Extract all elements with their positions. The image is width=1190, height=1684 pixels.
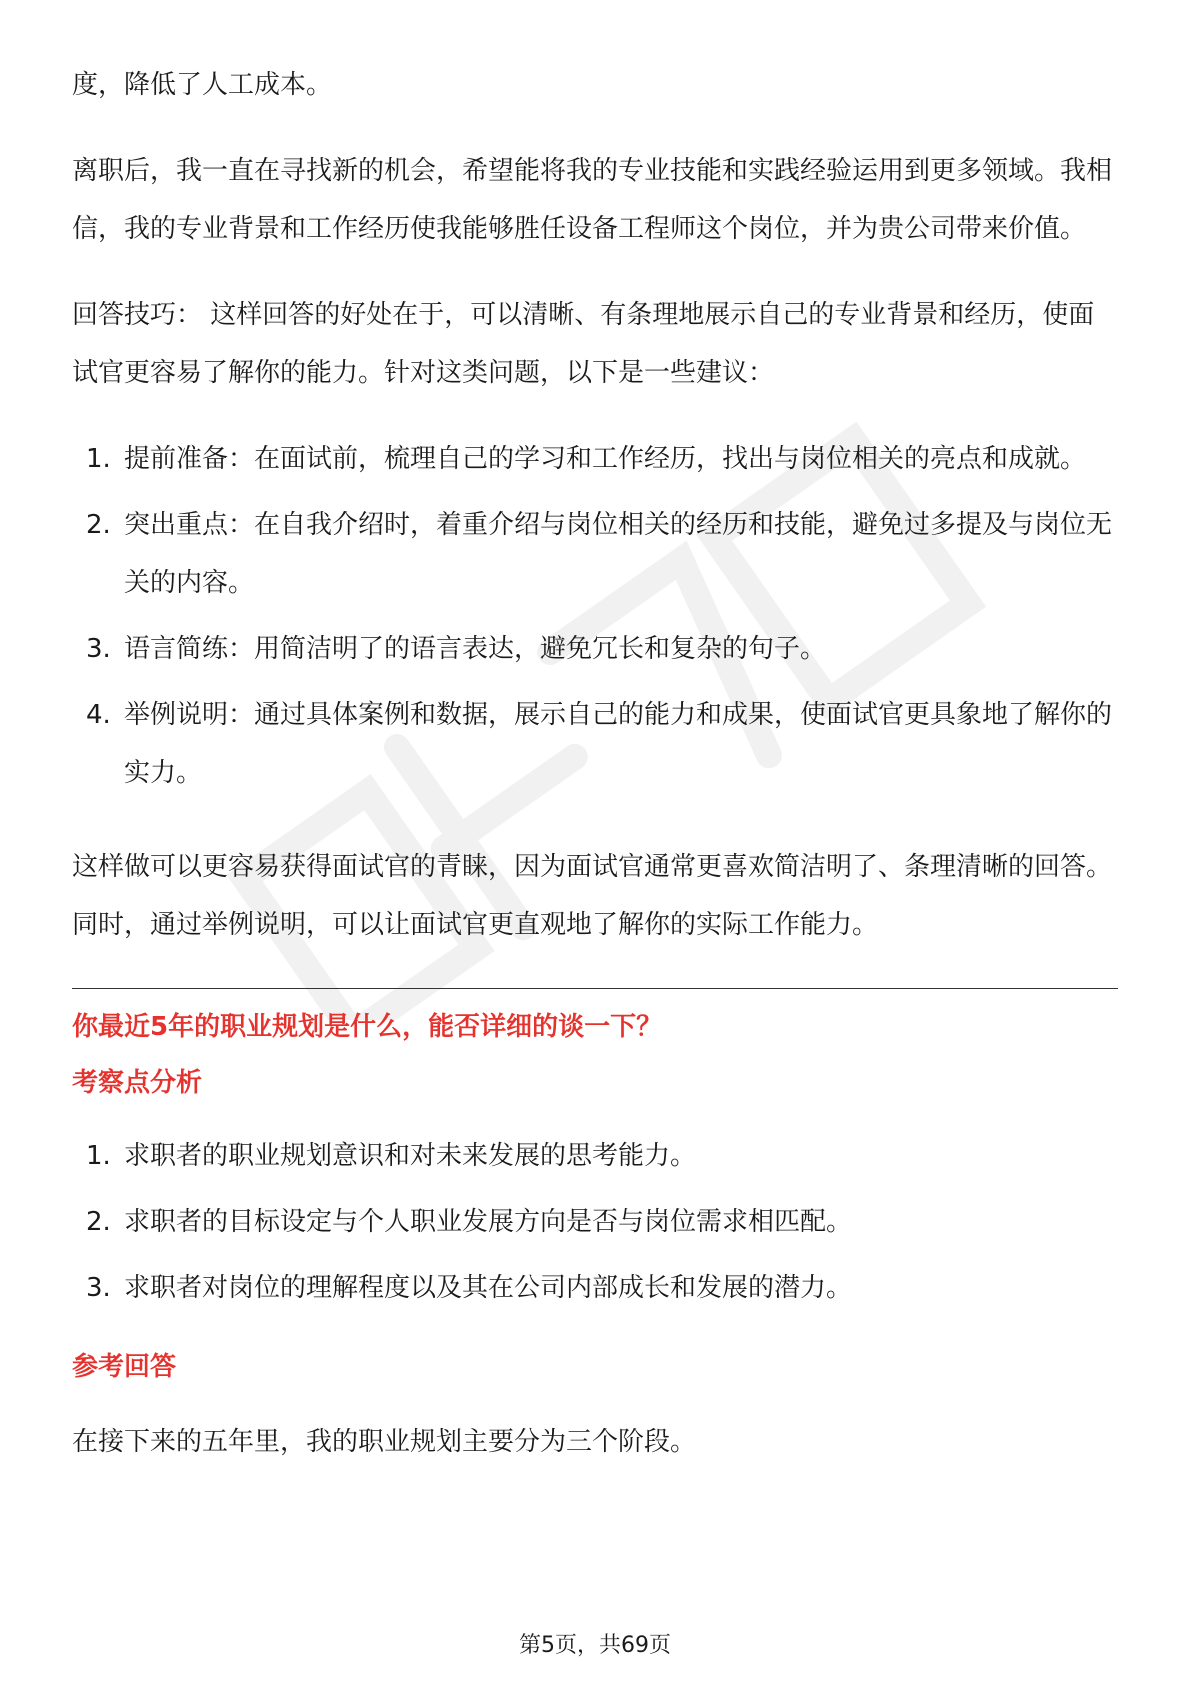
list-item — [72, 686, 1118, 802]
analysis-list — [72, 1127, 1118, 1317]
list-text: 提前准备：在面试前，梳理自己的学习和工作经历，找出与岗位相关的亮点和成就。 — [124, 444, 1087, 474]
answer-intro: 在接下来的五年里，我的职业规划主要分为三个阶段。 — [72, 1427, 697, 1457]
list-number: 3. — [86, 634, 111, 664]
paragraph-tips-intro: 回答技巧： 这样回答的好处在于，可以清晰、有条理地展示自己的专业背景和经历，使面试官更容易了解你的能力。针对这类问题，以下是一些建议： — [72, 300, 1095, 388]
list-text: 突出重点：在自我介绍时，着重介绍与岗位相关的经历和技能，避免过多提及与岗位无关的内容。 — [124, 510, 1113, 598]
content-area — [72, 56, 1118, 1471]
paragraph-after-resignation: 离职后，我一直在寻找新的机会，希望能将我的专业技能和实践经验运用到更多领域。我相信，我的专业背景和工作经历使我能够胜任设备工程师这个岗位，并为贵公司带来价值。 — [72, 156, 1113, 244]
list-number: 3. — [86, 1273, 111, 1303]
analysis-heading: 考察点分析 — [72, 1068, 203, 1098]
paragraph-continuation: 度，降低了人工成本。 — [72, 70, 333, 100]
paragraph-summary: 这样做可以更容易获得面试官的青睐，因为面试官通常更喜欢简洁明了、条理清晰的回答。同时，通过举例说明，可以让面试官更直观地了解你的实际工作能力。 — [72, 852, 1113, 940]
list-item — [72, 1259, 1118, 1317]
list-text: 求职者的目标设定与个人职业发展方向是否与岗位需求相匹配。 — [124, 1207, 853, 1237]
list-item — [72, 1193, 1118, 1251]
page-number: 第5页，共69页 — [519, 1633, 671, 1658]
list-number: 2. — [86, 510, 111, 540]
list-number: 1. — [86, 444, 111, 474]
tips-list — [72, 430, 1118, 802]
list-item — [72, 430, 1118, 488]
answer-heading: 参考回答 — [72, 1352, 177, 1382]
list-number: 4. — [86, 700, 111, 730]
list-text: 求职者的职业规划意识和对未来发展的思考能力。 — [124, 1141, 697, 1171]
list-number: 2. — [86, 1207, 111, 1237]
list-text: 求职者对岗位的理解程度以及其在公司内部成长和发展的潜力。 — [124, 1273, 853, 1303]
list-item — [72, 1127, 1118, 1185]
list-item — [72, 496, 1118, 612]
list-item — [72, 620, 1118, 678]
list-text: 举例说明：通过具体案例和数据，展示自己的能力和成果，使面试官更具象地了解你的实力。 — [124, 700, 1113, 788]
question-title: 你最近5年的职业规划是什么，能否详细的谈一下？ — [72, 1012, 663, 1042]
list-number: 1. — [86, 1141, 111, 1171]
list-text: 语言简练：用简洁明了的语言表达，避免冗长和复杂的句子。 — [124, 634, 827, 664]
